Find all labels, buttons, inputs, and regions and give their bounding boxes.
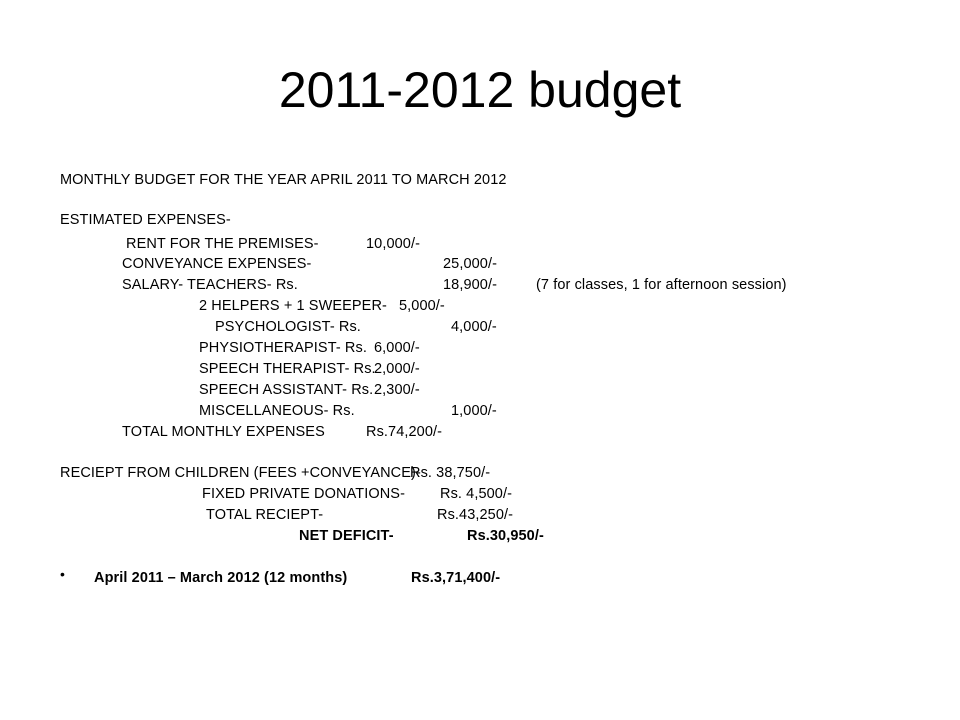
- speech-therapist-amount: 2,000/-: [374, 361, 420, 377]
- receipt-children-label: RECIEPT FROM CHILDREN (FEES +CONVEYANCE)-: [60, 465, 421, 481]
- rent-amount: 10,000/-: [366, 236, 421, 252]
- slide-title: 2011-2012 budget: [278, 62, 682, 118]
- conveyance-label: CONVEYANCE EXPENSES-: [122, 256, 312, 272]
- psychologist-label: PSYCHOLOGIST- Rs.: [215, 319, 361, 335]
- net-deficit-label: NET DEFICIT-: [299, 528, 394, 544]
- speech-assistant-amount: 2,300/-: [374, 382, 420, 398]
- budget-heading: MONTHLY BUDGET FOR THE YEAR APRIL 2011 TO MARCH 2012: [60, 172, 507, 188]
- psychologist-amount: 4,000/-: [451, 319, 497, 335]
- salary-label: SALARY- TEACHERS- Rs.: [122, 277, 298, 293]
- speech-therapist-label: SPEECH THERAPIST- Rs.: [199, 361, 376, 377]
- physiotherapist-amount: 6,000/-: [374, 340, 420, 356]
- speech-assistant-label: SPEECH ASSISTANT- Rs.: [199, 382, 374, 398]
- salary-note: (7 for classes, 1 for afternoon session): [536, 277, 787, 293]
- annual-label: April 2011 – March 2012 (12 months): [94, 570, 348, 586]
- receipt-children-amount: Rs. 38,750/-: [410, 465, 491, 481]
- total-expenses-amount: Rs.74,200/-: [366, 424, 443, 440]
- total-expenses-label: TOTAL MONTHLY EXPENSES: [122, 424, 325, 440]
- donations-amount: Rs. 4,500/-: [440, 486, 513, 502]
- total-receipt-label: TOTAL RECIEPT-: [206, 507, 324, 523]
- donations-label: FIXED PRIVATE DONATIONS-: [202, 486, 405, 502]
- helpers-label: 2 HELPERS + 1 SWEEPER-: [199, 298, 387, 314]
- helpers-amount: 5,000/-: [399, 298, 445, 314]
- conveyance-amount: 25,000/-: [443, 256, 498, 272]
- bullet-icon: •: [60, 566, 65, 582]
- physiotherapist-label: PHYSIOTHERAPIST- Rs.: [199, 340, 367, 356]
- salary-amount: 18,900/-: [443, 277, 498, 293]
- total-receipt-amount: Rs.43,250/-: [437, 507, 514, 523]
- expenses-label: ESTIMATED EXPENSES-: [60, 212, 231, 228]
- miscellaneous-label: MISCELLANEOUS- Rs.: [199, 403, 355, 419]
- rent-label: RENT FOR THE PREMISES-: [126, 236, 319, 252]
- miscellaneous-amount: 1,000/-: [451, 403, 497, 419]
- annual-amount: Rs.3,71,400/-: [411, 570, 501, 586]
- net-deficit-amount: Rs.30,950/-: [467, 528, 544, 544]
